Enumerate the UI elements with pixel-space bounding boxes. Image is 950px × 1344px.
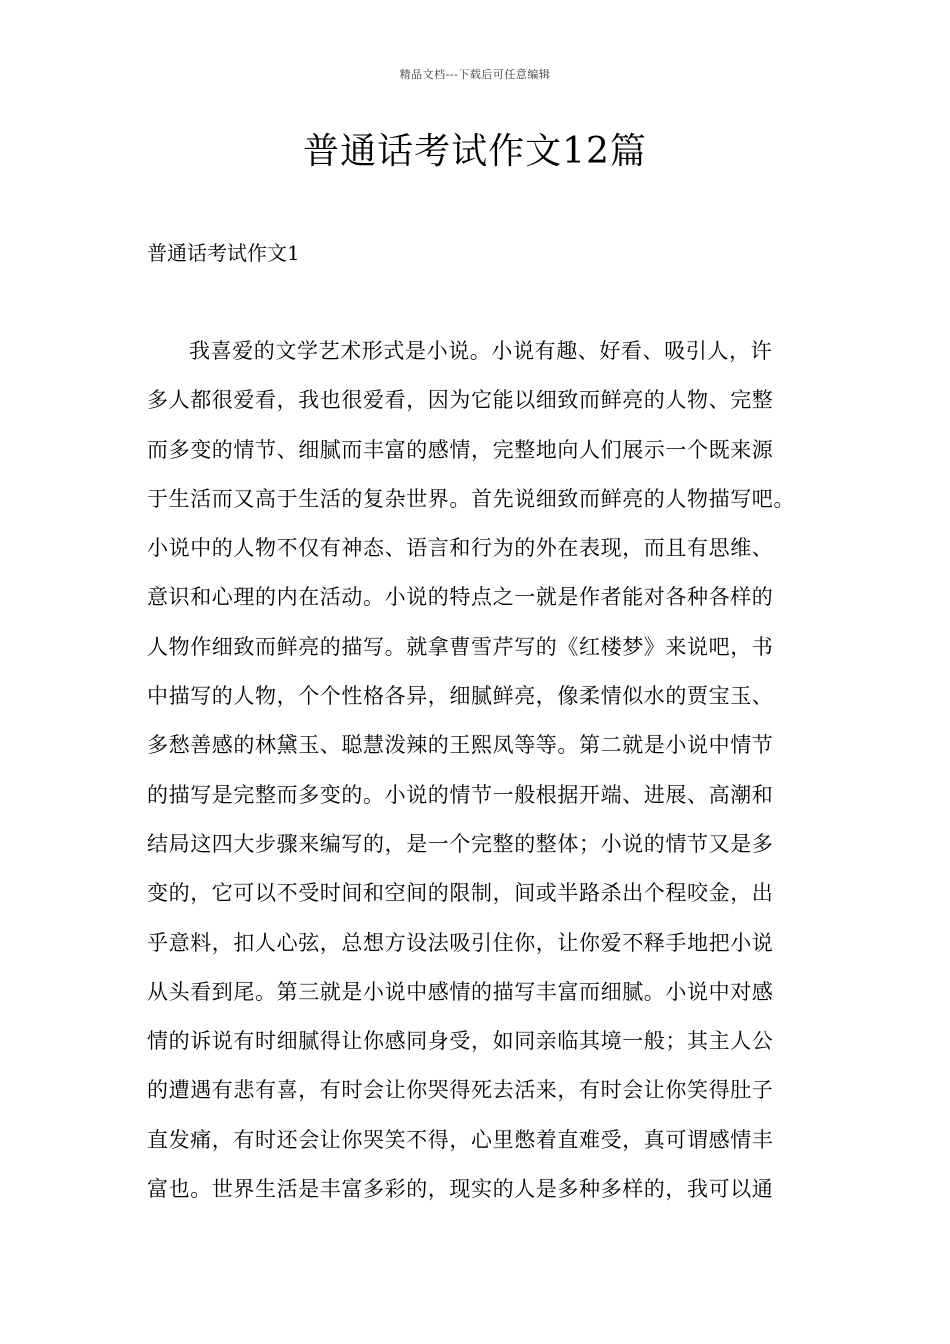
paragraph-line: 多人都很爱看，我也很爱看，因为它能以细致而鲜亮的人物、完整 (147, 388, 774, 413)
document-title: 普通话考试作文12篇 (303, 131, 647, 172)
paragraph-line: 直发痛，有时还会让你哭笑不得，心里憋着直难受，真可谓感情丰 (147, 1127, 774, 1152)
body-paragraph (147, 330, 817, 1217)
section-heading: 普通话考试作文1 (147, 241, 300, 265)
paragraph-line: 的遭遇有悲有喜，有时会让你哭得死去活来，有时会让你笑得肚子 (147, 1078, 774, 1103)
paragraph-line: 而多变的情节、细腻而丰富的感情，完整地向人们展示一个既来源 (147, 437, 774, 462)
paragraph-line: 人物作细致而鲜亮的描写。就拿曹雪芹写的《红楼梦》来说吧，书 (147, 634, 774, 659)
paragraph-line: 的描写是完整而多变的。小说的情节一般根据开端、进展、高潮和 (147, 782, 774, 807)
paragraph-line: 我喜爱的文学艺术形式是小说。小说有趣、好看、吸引人，许 (189, 339, 773, 363)
paragraph-line: 小说中的人物不仅有神态、语言和行为的外在表现，而且有思维、 (147, 536, 774, 561)
header-note: 精品文档---下载后可任意编辑 (399, 68, 551, 81)
paragraph-line: 中描写的人物，个个性格各异，细腻鲜亮，像柔情似水的贾宝玉、 (147, 684, 774, 709)
paragraph-line: 多愁善感的林黛玉、聪慧泼辣的王熙凤等等。第二就是小说中情节 (147, 733, 774, 758)
paragraph-line: 乎意料，扣人心弦，总想方设法吸引住你，让你爱不释手地把小说 (147, 930, 774, 955)
paragraph-line: 于生活而又高于生活的复杂世界。首先说细致而鲜亮的人物描写吧。 (147, 486, 795, 511)
paragraph-line: 变的，它可以不受时间和空间的限制，间或半路杀出个程咬金，出 (147, 881, 774, 906)
paragraph-line: 情的诉说有时细腻得让你感同身受，如同亲临其境一般；其主人公 (147, 1029, 774, 1054)
paragraph-line: 意识和心理的内在活动。小说的特点之一就是作者能对各种各样的 (147, 585, 774, 610)
paragraph-line: 结局这四大步骤来编写的，是一个完整的整体；小说的情节又是多 (147, 831, 774, 856)
paragraph-line: 富也。世界生活是丰富多彩的，现实的人是多种多样的，我可以通 (147, 1177, 774, 1202)
paragraph-line: 从头看到尾。第三就是小说中感情的描写丰富而细腻。小说中对感 (147, 979, 774, 1004)
